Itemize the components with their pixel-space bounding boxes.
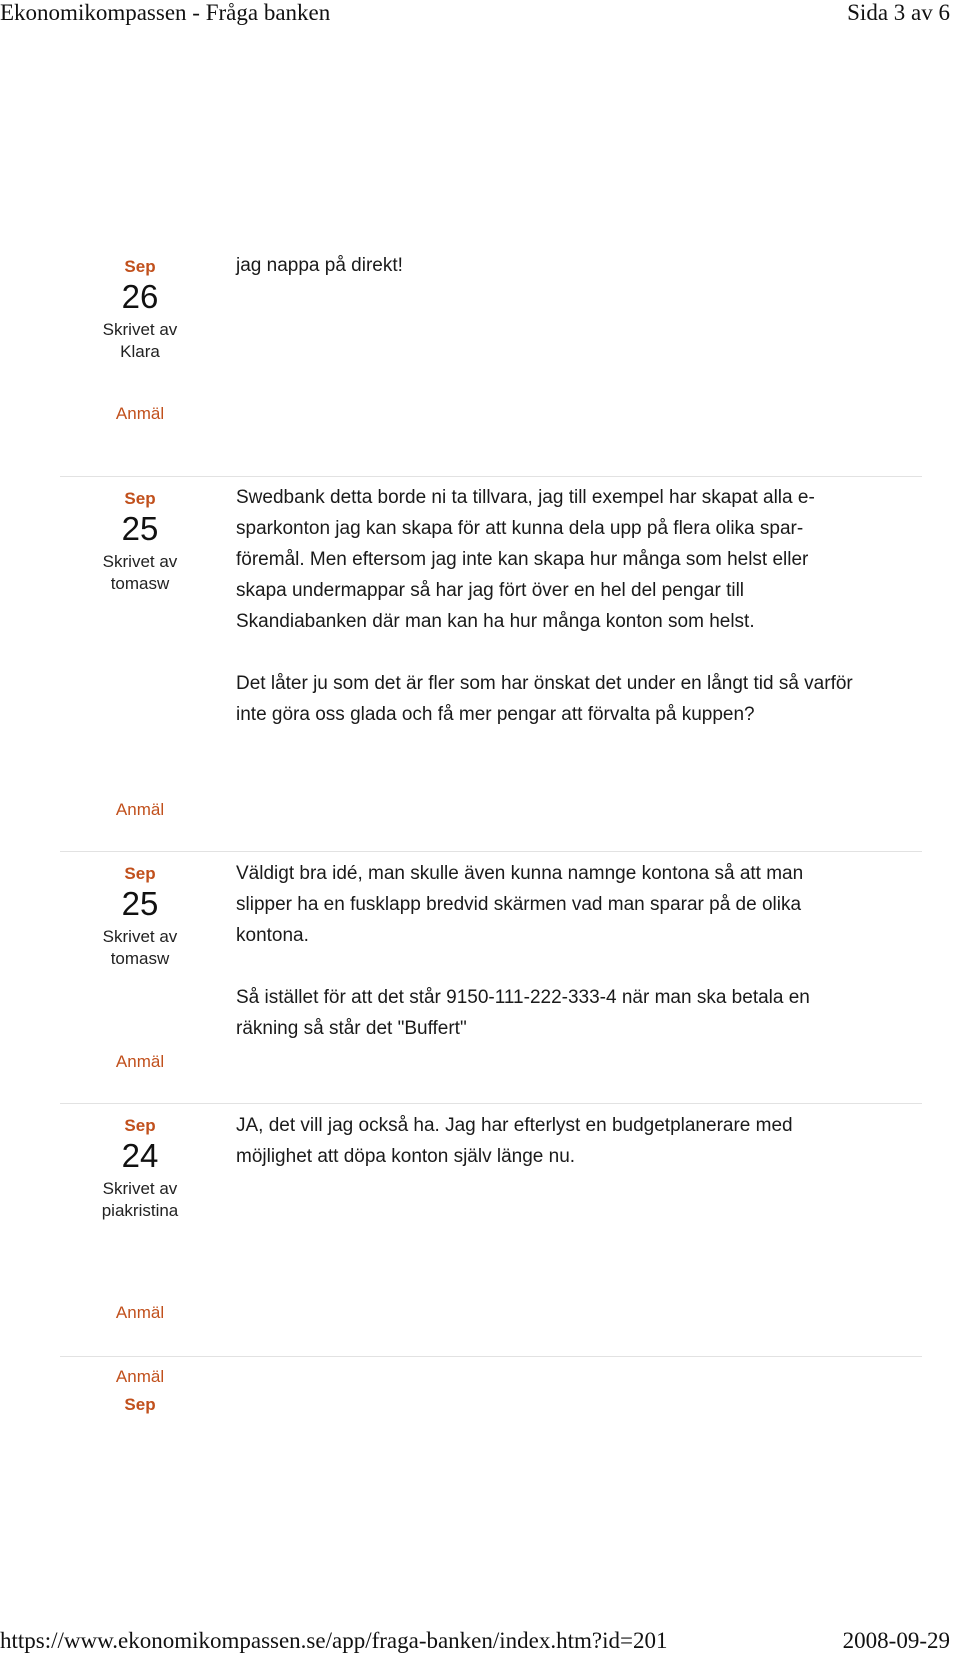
post-meta [60,488,220,595]
post-day: 25 [121,510,159,547]
post-content [236,250,861,281]
post-meta [60,863,220,970]
written-by-label: Skrivet av [102,927,178,946]
report-link[interactable]: Anmäl [115,1303,165,1322]
print-header [0,0,960,24]
written-by-label: Skrivet av [102,320,178,339]
comment-post [60,1103,922,1354]
post-day: 25 [121,885,159,922]
post-author: Klara [120,342,160,361]
written-by-label: Skrivet av [102,1179,178,1198]
print-footer [0,1628,960,1652]
post-day: 24 [121,1137,159,1174]
post-paragraph: Väldigt bra idé, man skulle även kunna namnge kontona så att man slipper ha en fusklapp bredvid skärmen vad man sparar på de olika kontona. [236,863,804,946]
post-content [236,1110,861,1172]
print-date: 2008-09-29 [842,1628,950,1653]
post-month: Sep [124,489,156,508]
post-paragraph: jag nappa på direkt! [236,255,403,276]
post-day: 26 [121,278,159,315]
post-paragraph: Det låter ju som det är fler som har önskat det under en långt tid så varför inte göra oss glada och få mer pengar att förvalta på kuppen? [236,673,853,725]
post-meta [60,1394,220,1416]
report-link[interactable]: Anmäl [115,1367,165,1386]
post-month: Sep [124,257,156,276]
post-content [236,858,861,1044]
post-paragraph: Så istället för att det står 9150-111-222-333-4 när man ska betala en räkning så står det "Buffert" [236,987,810,1039]
post-author: piakristina [101,1201,179,1220]
comment-post-partial [60,1356,922,1417]
post-month: Sep [124,1395,156,1414]
report-link[interactable]: Anmäl [115,800,165,819]
post-meta [60,1115,220,1222]
post-meta [60,256,220,363]
post-author: tomasw [110,574,170,593]
post-paragraph: Swedbank detta borde ni ta tillvara, jag till exempel har skapat alla e-sparkonton jag kan skapa för att kunna dela upp på flera olika spar-föremål. Men eftersom jag inte kan skapa hur många som helst eller skapa undermappar så har jag fört över en hel del pengar till Skandiabanken där man kan ha hur många konton som helst. [236,487,815,632]
comment-post [60,851,922,1092]
written-by-label: Skrivet av [102,552,178,571]
comment-post [60,256,922,446]
post-author: tomasw [110,949,170,968]
post-paragraph: JA, det vill jag också ha. Jag har efterlyst en budgetplanerare med möjlighet att döpa konton själv länge nu. [236,1115,793,1167]
report-link[interactable]: Anmäl [115,404,165,423]
page-number: Sida 3 av 6 [847,0,950,25]
post-content [236,482,861,730]
comment-post [60,476,922,819]
page-url: https://www.ekonomikompassen.se/app/fraga-banken/index.htm?id=201 [0,1628,668,1653]
post-month: Sep [124,1116,156,1135]
document-title: Ekonomikompassen - Fråga banken [0,0,331,25]
post-month: Sep [124,864,156,883]
report-link[interactable]: Anmäl [115,1052,165,1071]
